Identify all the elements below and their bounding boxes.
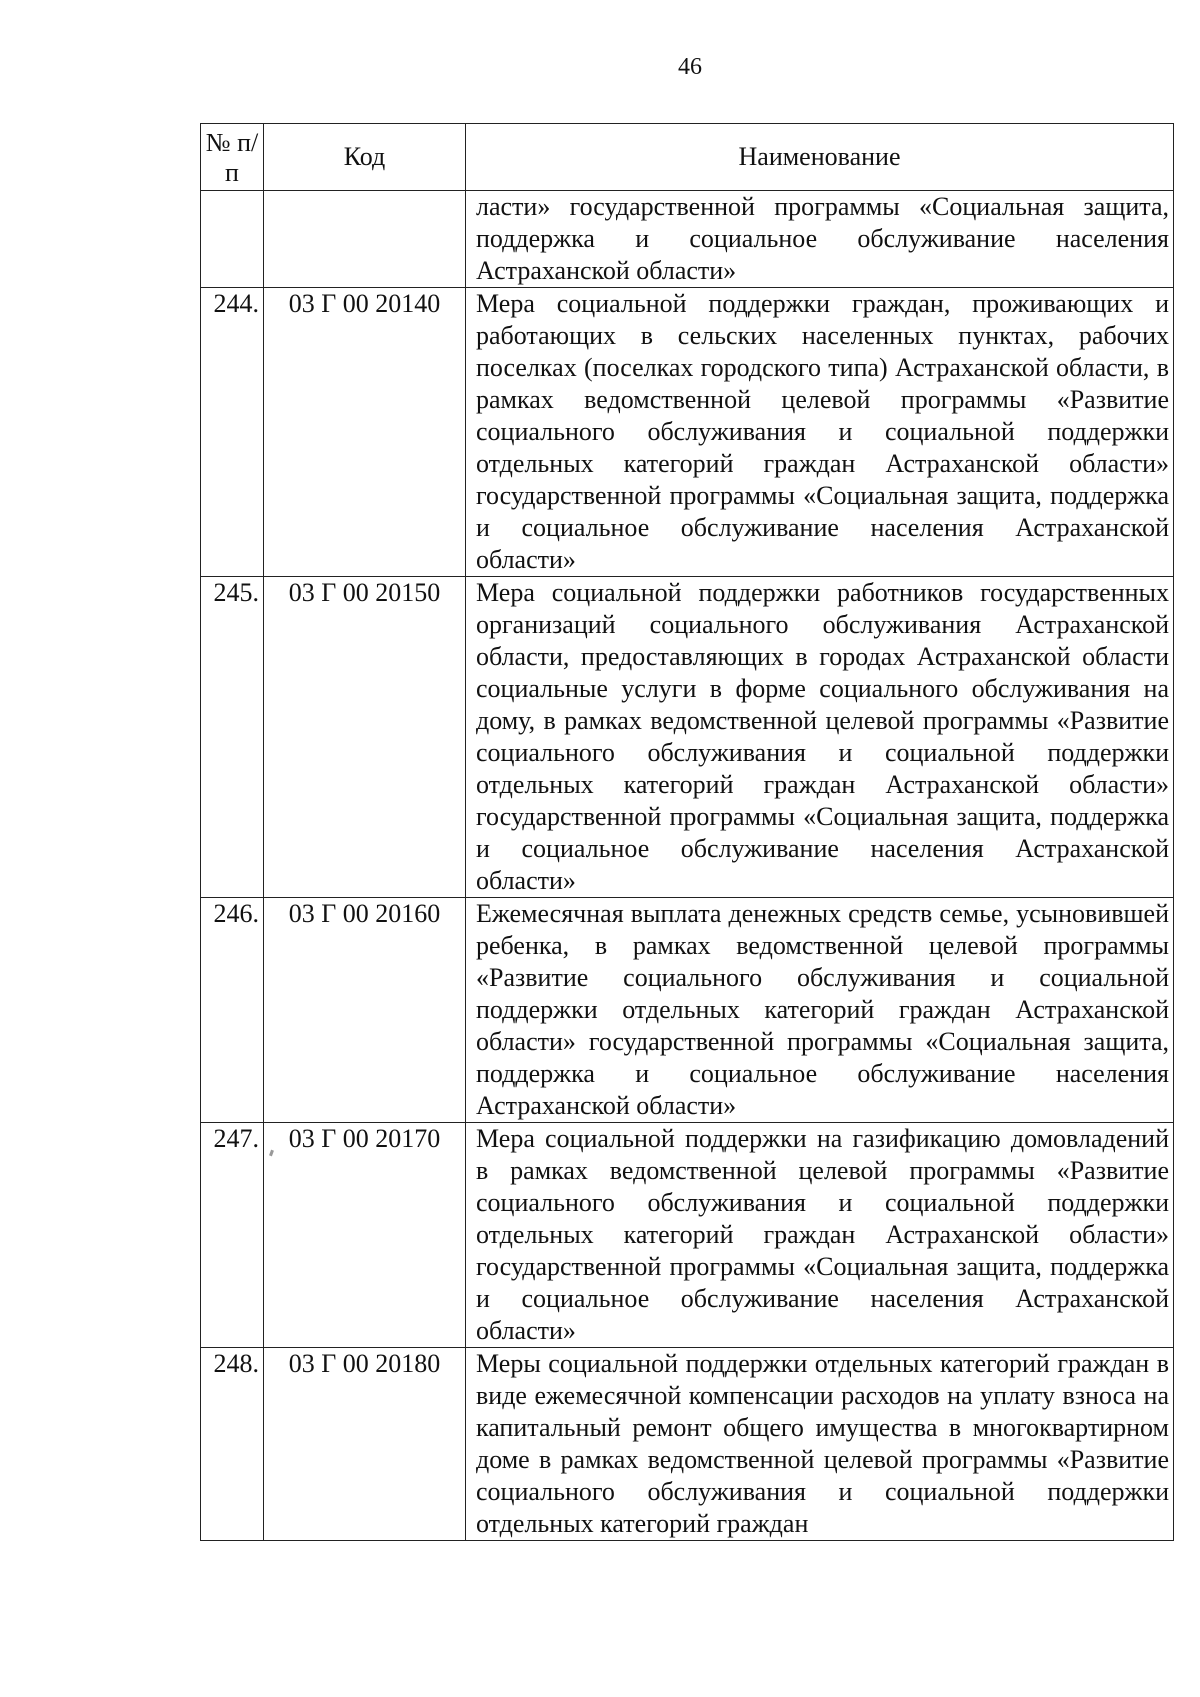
- header-code: Код: [264, 124, 466, 191]
- table-row: [201, 288, 1174, 577]
- row-code: 03 Г 00 20170: [264, 1123, 466, 1348]
- table-row: [201, 898, 1174, 1123]
- row-code: 03 Г 00 20150: [264, 577, 466, 898]
- row-name: Мера социальной поддержки работников государственных организаций социального обслуживания Астраханской области, предоставляющих в городах Астраханской области социальные услуги в форме социального обслуживания на дому, в рамках ведомственной целевой программы «Развитие социального обслуживания и социальной поддержки отдельных категорий граждан Астраханской области» государственной программы «Социальная защита, поддержка и социальное обслуживание населения Астраханской области»: [466, 577, 1174, 898]
- table-row: [201, 1348, 1174, 1541]
- row-code: 03 Г 00 20180: [264, 1348, 466, 1541]
- page-number: 46: [678, 54, 702, 80]
- header-name: Наименование: [466, 124, 1174, 191]
- row-name: Мера социальной поддержки граждан, проживающих и работающих в сельских населенных пунктах, рабочих поселках (поселках городского типа) Астраханской области, в рамках ведомственной целевой программы «Развитие социального обслуживания и социальной поддержки отдельных категорий граждан Астраханской области» государственной программы «Социальная защита, поддержка и социальное обслуживание населения Астраханской области»: [466, 288, 1174, 577]
- row-number: 245.: [201, 577, 264, 898]
- header-number: № п/п: [201, 124, 264, 191]
- row-code: [264, 191, 466, 288]
- row-code: 03 Г 00 20160: [264, 898, 466, 1123]
- row-name: Мера социальной поддержки на газификацию домовладений в рамках ведомственной целевой программы «Развитие социального обслуживания и социальной поддержки отдельных категорий граждан Астраханской области» государственной программы «Социальная защита, поддержка и социальное обслуживание населения Астраханской области»: [466, 1123, 1174, 1348]
- row-number: [201, 191, 264, 288]
- table-row: [201, 577, 1174, 898]
- row-number: 246.: [201, 898, 264, 1123]
- row-name: Меры социальной поддержки отдельных категорий граждан в виде ежемесячной компенсации расходов на уплату взноса на капитальный ремонт общего имущества в многоквартирном доме в рамках ведомственной целевой программы «Развитие социального обслуживания и социальной поддержки отдельных категорий граждан: [466, 1348, 1174, 1541]
- row-number: 244.: [201, 288, 264, 577]
- row-name: ласти» государственной программы «Социальная защита, поддержка и социальное обслуживание населения Астраханской области»: [466, 191, 1174, 288]
- budget-code-table: [200, 123, 1174, 1541]
- row-name: Ежемесячная выплата денежных средств семье, усыновившей ребенка, в рамках ведомственной целевой программы «Развитие социального обслуживания и социальной поддержки отдельных категорий граждан Астраханской области» государственной программы «Социальная защита, поддержка и социальное обслуживание населения Астраханской области»: [466, 898, 1174, 1123]
- table-row: [201, 1123, 1174, 1348]
- row-code: 03 Г 00 20140: [264, 288, 466, 577]
- row-number: 247.: [201, 1123, 264, 1348]
- table-header-row: [201, 124, 1174, 191]
- row-number: 248.: [201, 1348, 264, 1541]
- table-row: [201, 191, 1174, 288]
